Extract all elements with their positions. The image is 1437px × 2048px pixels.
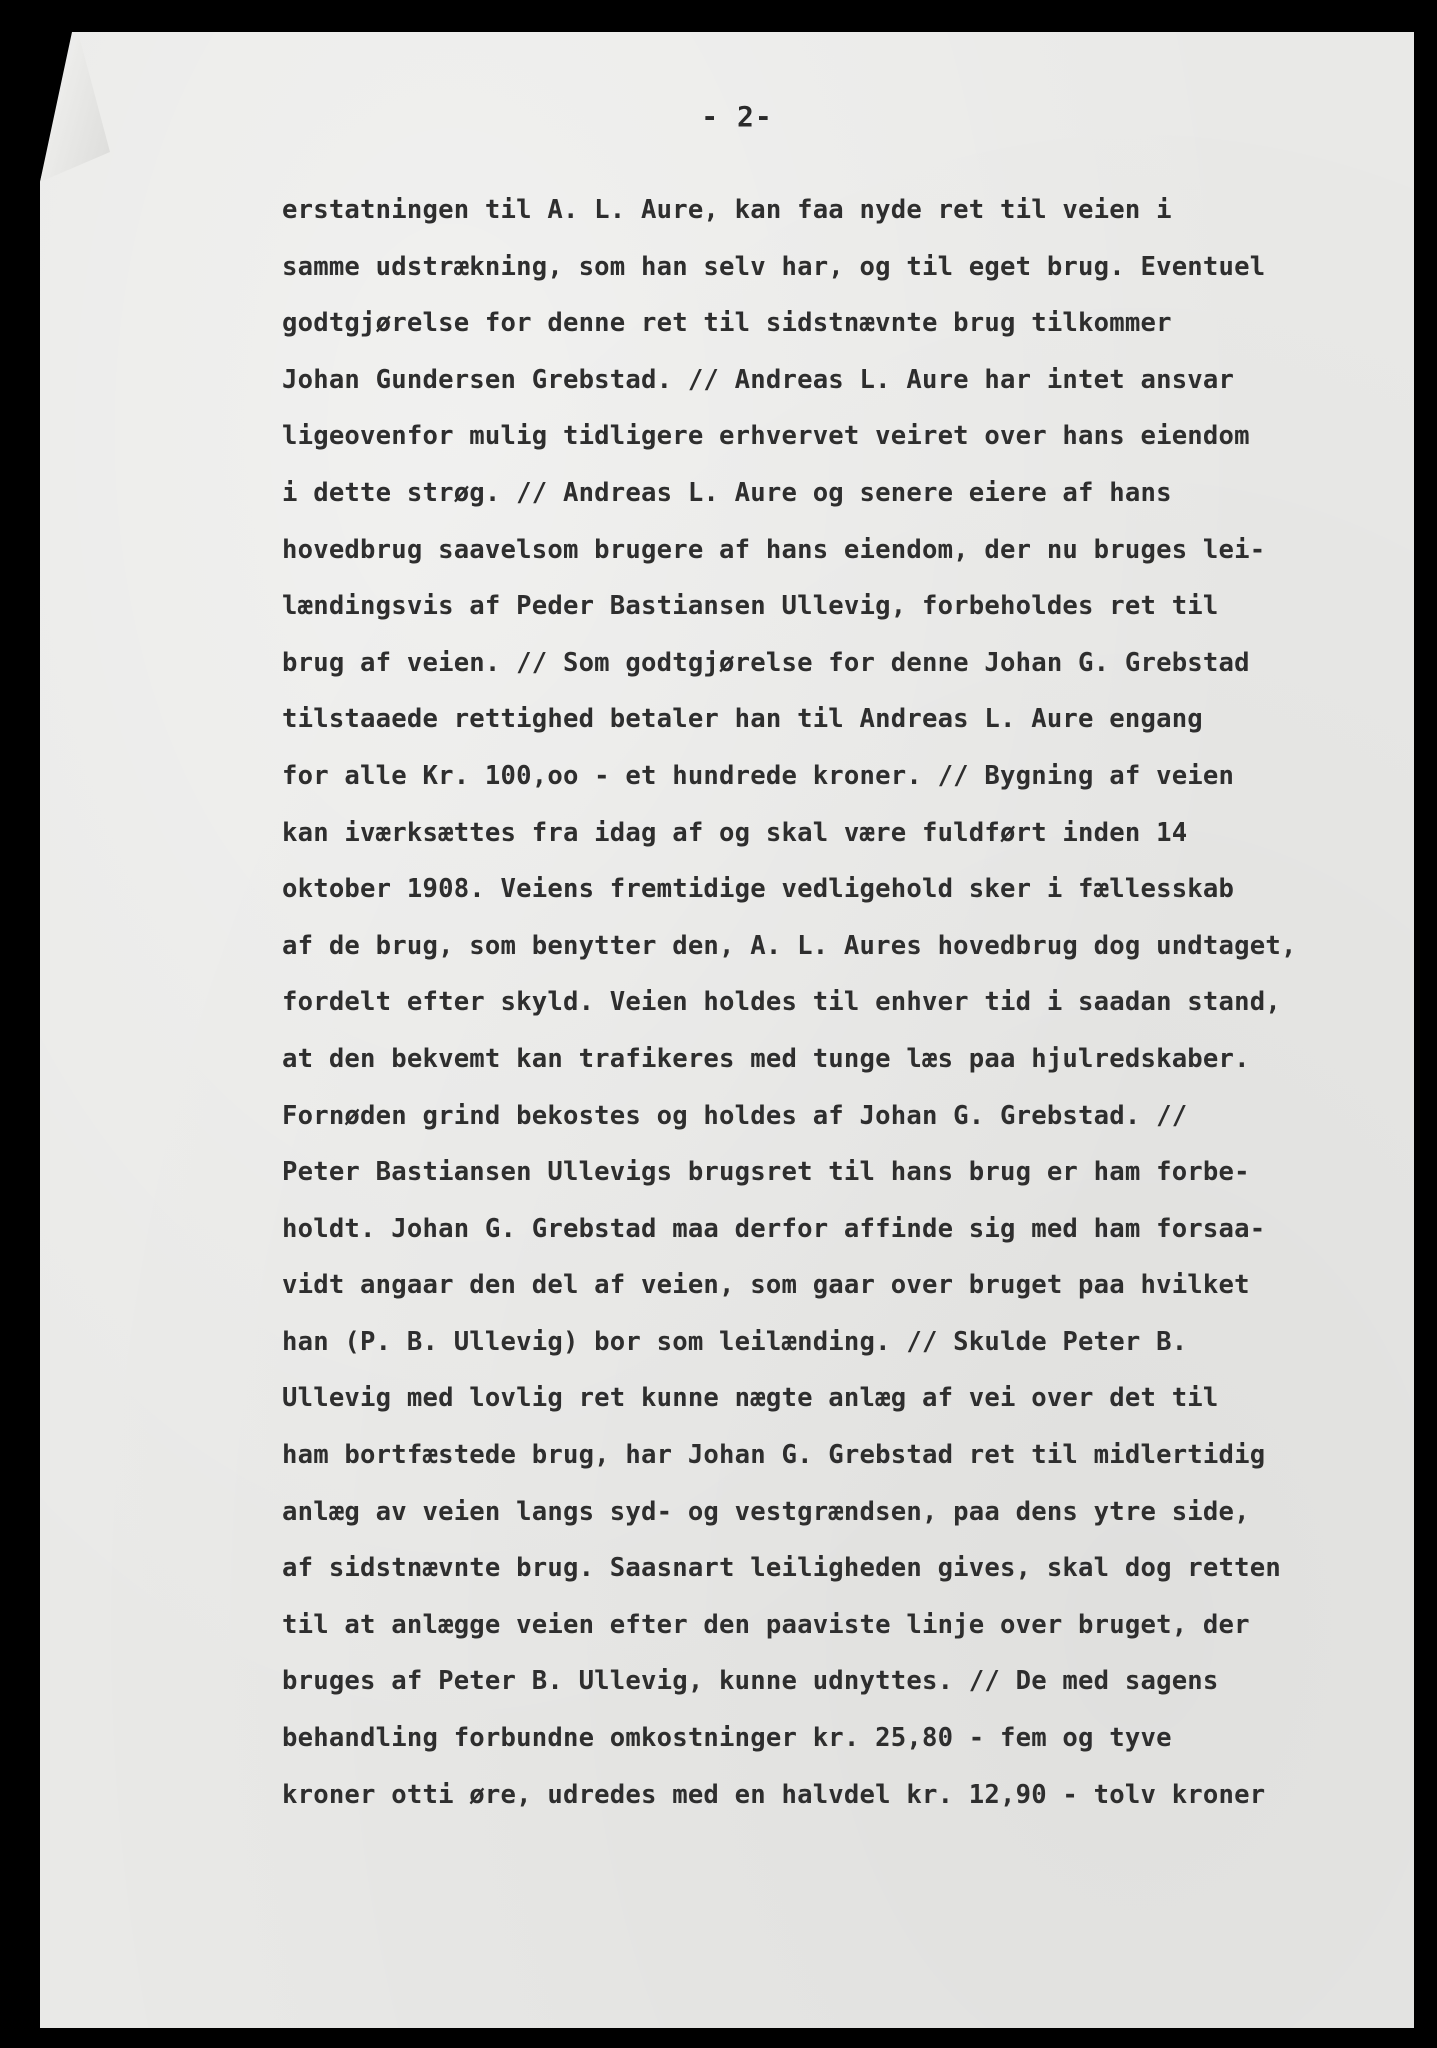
text-line: oktober 1908. Veiens fremtidige vedligehold sker i fællesskab bbox=[282, 874, 1235, 905]
text-line: at den bekvemt kan trafikeres med tunge læs paa hjulredskaber. bbox=[282, 1043, 1250, 1074]
text-line: behandling forbundne omkostninger kr. 25,80 - fem og tyve bbox=[282, 1723, 1172, 1754]
text-line: brug af veien. // Som godtgjørelse for denne Johan G. Grebstad bbox=[282, 647, 1250, 678]
text-line: ligeovenfor mulig tidligere erhvervet veiret over hans eiendom bbox=[282, 421, 1250, 452]
text-line: kan iværksættes fra idag af og skal være fuldført inden 14 bbox=[282, 817, 1188, 848]
text-line: lændingsvis af Peder Bastiansen Ullevig, forbeholdes ret til bbox=[282, 591, 1219, 622]
text-line: Johan Gundersen Grebstad. // Andreas L. Aure har intet ansvar bbox=[282, 364, 1235, 395]
text-line: ham bortfæstede brug, har Johan G. Grebstad ret til midlertidig bbox=[282, 1440, 1266, 1471]
text-line: Ullevig med lovlig ret kunne nægte anlæg af vei over det til bbox=[282, 1383, 1219, 1414]
document-page bbox=[40, 32, 1414, 2028]
text-line: holdt. Johan G. Grebstad maa derfor affinde sig med ham forsaa- bbox=[282, 1213, 1266, 1244]
text-line: Peter Bastiansen Ullevigs brugsret til hans brug er ham forbe- bbox=[282, 1157, 1250, 1188]
text-line: tilstaaede rettighed betaler han til Andreas L. Aure engang bbox=[282, 704, 1203, 735]
page-number: - 2- bbox=[701, 100, 773, 133]
text-line: af sidstnævnte brug. Saasnart leiligheden gives, skal dog retten bbox=[282, 1553, 1281, 1584]
text-line: erstatningen til A. L. Aure, kan faa nyde ret til veien i bbox=[282, 195, 1172, 225]
text-line: vidt angaar den del af veien, som gaar over bruget paa hvilket bbox=[282, 1270, 1250, 1301]
text-line: han (P. B. Ullevig) bor som leilænding. // Skulde Peter B. bbox=[282, 1326, 1188, 1357]
text-line: for alle Kr. 100,oo - et hundrede kroner. // Bygning af veien bbox=[282, 760, 1235, 791]
text-line: i dette strøg. // Andreas L. Aure og senere eiere af hans bbox=[282, 477, 1172, 508]
text-line: samme udstrækning, som han selv har, og til eget brug. Eventuel bbox=[282, 251, 1266, 282]
text-line: bruges af Peter B. Ullevig, kunne udnyttes. // De med sagens bbox=[282, 1666, 1219, 1697]
text-line: anlæg av veien langs syd- og vestgrændsen, paa dens ytre side, bbox=[282, 1496, 1250, 1527]
text-line: godtgjørelse for denne ret til sidstnævnte brug tilkommer bbox=[282, 308, 1172, 339]
text-line: af de brug, som benytter den, A. L. Aures hovedbrug dog undtaget, bbox=[282, 930, 1297, 961]
text-line: kroner otti øre, udredes med en halvdel kr. 12,90 - tolv kroner bbox=[282, 1779, 1266, 1810]
text-line: hovedbrug saavelsom brugere af hans eiendom, der nu bruges lei- bbox=[282, 534, 1266, 565]
text-line: til at anlægge veien efter den paaviste linje over bruget, der bbox=[282, 1609, 1250, 1640]
body-text bbox=[282, 182, 1412, 1823]
text-line: fordelt efter skyld. Veien holdes til enhver tid i saadan stand, bbox=[282, 987, 1281, 1018]
text-line: Fornøden grind bekostes og holdes af Johan G. Grebstad. // bbox=[282, 1100, 1188, 1131]
